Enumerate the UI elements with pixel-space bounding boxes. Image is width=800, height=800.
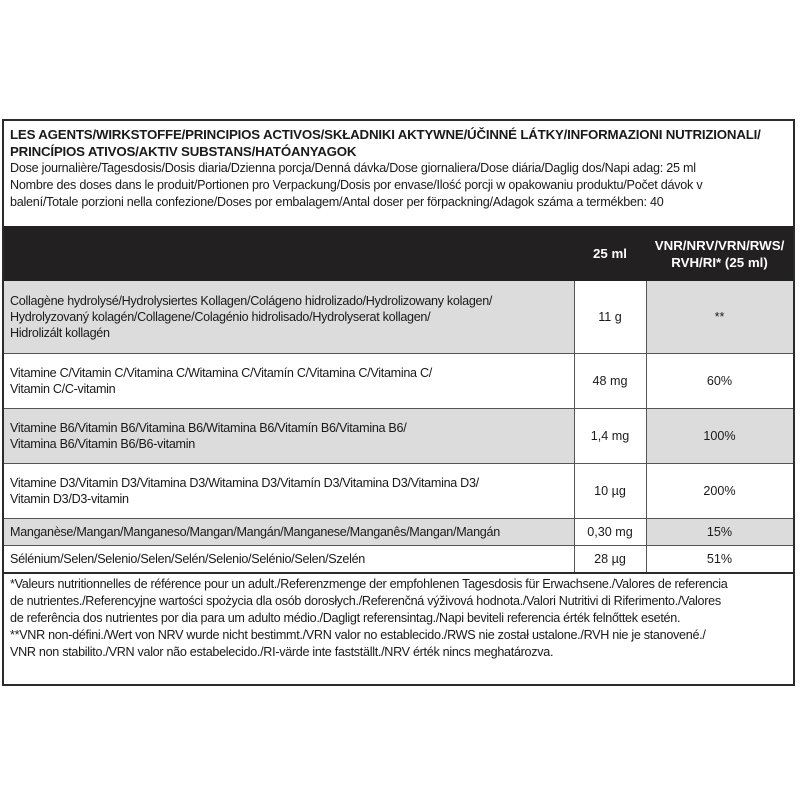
servings-line: balení/Totale porzioni nella confezione/Doses por embalagem/Antal doser per förpackning/Adagok száma a termékben: 40 — [10, 195, 664, 209]
table-row — [4, 545, 793, 572]
column-header-dose: 25 ml — [592, 246, 627, 261]
ingredient-name-line: Collagène hydrolysé/Hydrolysiertes Kollagen/Colágeno hidrolizado/Hydrolizowany kolagen/ — [10, 294, 493, 308]
ingredient-name-line: Sélénium/Selen/Selenio/Selen/Selén/Selenio/Selénio/Selen/Szelén — [10, 551, 365, 566]
ingredient-name-line: Vitamin C/C-vitamin — [10, 381, 116, 396]
row-divider — [4, 408, 793, 409]
table-row — [4, 408, 793, 463]
ingredient-nrv: 200% — [703, 483, 736, 498]
footnote-line: de referência dos nutrientes por dia para um adulto médio./Dagligt referensintag./Napi beviteli referencia érték felnőttek esetén. — [10, 611, 681, 625]
ingredient-name-line: Manganèse/Mangan/Manganeso/Mangan/Mangán/Manganese/Manganês/Mangan/Mangán — [10, 524, 500, 539]
servings-info — [10, 177, 790, 211]
table-row — [4, 463, 793, 518]
footnote-line: de nutrientes./Referencyjne wartości spożycia dla osób dorosłych./Referenčná výživová hodnota./Valori Nutritivi di Riferimento./Valores — [10, 594, 721, 608]
row-divider — [4, 353, 793, 354]
column-header-nrv — [646, 226, 793, 281]
nrv-header-line: VNR/NRV/VRN/RWS/ — [654, 237, 785, 253]
table-header — [4, 226, 793, 281]
ingredient-dose: 1,4 mg — [574, 408, 646, 463]
row-divider — [4, 518, 793, 519]
ingredient-name-line: Vitamine C/Vitamin C/Vitamina C/Witamina C/Vitamín C/Vitamina C/Vitamina C/ — [10, 365, 432, 380]
ingredient-nrv: 51% — [706, 551, 733, 566]
ingredient-dose: 11 g — [574, 281, 646, 353]
ingredient-name — [10, 518, 570, 545]
table-bottom-border — [4, 572, 793, 574]
label-header — [10, 126, 790, 211]
ingredient-name-line: Vitamine B6/Vitamin B6/Vitamina B6/Witamina B6/Vitamín B6/Vitamina B6/ — [10, 420, 407, 435]
ingredient-nrv: ** — [714, 310, 725, 324]
ingredient-name — [10, 463, 570, 518]
footnote-line: VNR non stabilito./VRN valor não estabelecido./RI-värde inte fastställt./NRV érték nincs meghatározva. — [10, 645, 554, 659]
title-line: LES AGENTS/WIRKSTOFFE/PRINCIPIOS ACTIVOS/SKŁADNIKI AKTYWNE/ÚČINNÉ LÁTKY/INFORMAZIONI NUTRIZIONALI/ — [10, 127, 761, 142]
ingredient-name-line: Vitamin D3/D3-vitamin — [10, 491, 129, 506]
ingredient-nrv: 100% — [703, 428, 736, 443]
row-divider — [4, 463, 793, 464]
ingredient-name — [10, 353, 570, 408]
ingredient-name-line: Hydrolyzovaný kolagén/Collagene/Colagénio hidrolisado/Hydrolyserat kollagen/ — [10, 310, 431, 324]
ingredient-dose: 48 mg — [592, 373, 628, 388]
column-divider — [574, 281, 575, 572]
ingredient-name-line: Hidrolizált kollagén — [10, 326, 110, 340]
ingredient-name-line: Vitamina B6/Vitamin B6/B6-vitamin — [10, 436, 195, 451]
nrv-header-line: RVH/RI* (25 ml) — [671, 254, 768, 270]
ingredient-dose: 10 µg — [594, 483, 626, 498]
ingredient-nrv: 15% — [706, 524, 733, 539]
footnote — [10, 576, 790, 661]
table-row — [4, 281, 793, 353]
table-row — [4, 518, 793, 545]
row-divider — [4, 545, 793, 546]
nutrition-label — [2, 119, 795, 686]
ingredient-nrv: 60% — [706, 373, 733, 388]
ingredient-name — [10, 281, 570, 353]
column-divider — [646, 281, 647, 572]
ingredient-dose: 28 µg — [594, 551, 626, 566]
ingredient-dose: 0,30 mg — [574, 518, 646, 545]
ingredient-name — [10, 545, 570, 572]
table-row — [4, 353, 793, 408]
label-title — [10, 126, 790, 160]
ingredient-name-line: Vitamine D3/Vitamin D3/Vitamina D3/Witamina D3/Vitamín D3/Vitamina D3/Vitamina D3/ — [10, 475, 479, 490]
ingredient-name — [10, 408, 570, 463]
footnote-line: *Valeurs nutritionnelles de référence pour un adult./Referenzmenge der empfohlenen Tagesdosis für Erwachsene./Valores de referencia — [10, 577, 728, 591]
daily-dose-info: Dose journalière/Tagesdosis/Dosis diaria/Dzienna porcja/Denná dávka/Dose giornaliera/Dose diária/Daglig dos/Napi adag: 25 ml — [10, 161, 696, 175]
footnote-line: **VNR non-défini./Wert von NRV wurde nicht bestimmt./VRN valor no establecido./RWS nie został ustalone./RVH nie je stanovené./ — [10, 628, 706, 642]
servings-line: Nombre des doses dans le produit/Portionen pro Verpackung/Dosis por envase/Ilość porcji w opakowaniu produktu/Počet dávok v — [10, 178, 703, 192]
title-line: PRINCÍPIOS ATIVOS/AKTIV SUBSTANS/HATÓANYAGOK — [10, 144, 357, 159]
